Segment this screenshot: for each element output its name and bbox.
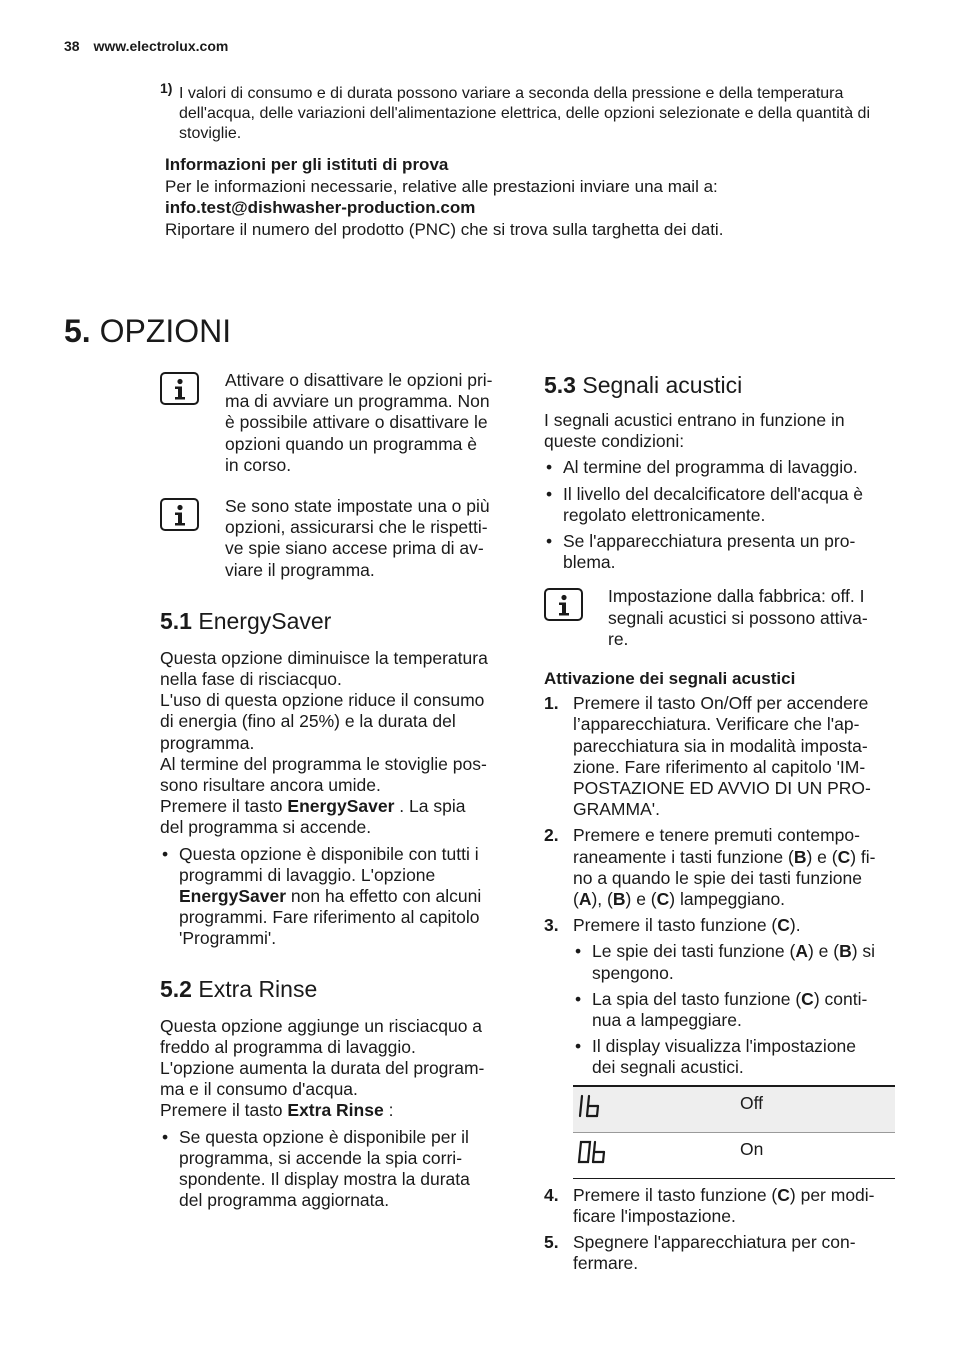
step-number: 2. (544, 825, 559, 846)
step-number: 3. (544, 915, 559, 936)
info-icon (544, 586, 584, 622)
step-text: La spia del tasto funzione ( (592, 988, 802, 1009)
step-text: Le spie dei tasti funzione ( (592, 941, 796, 962)
step-5 (544, 1232, 900, 1274)
list-item: • Se questa opzione è disponibile per il programma, si accende la spia corri- spondente. Il display mostra la durata del programma aggiornata. (160, 1127, 516, 1212)
activation-title: Attivazione dei segnali acustici (544, 669, 796, 689)
key-a: A (795, 941, 808, 962)
press-text-end: . La spia (394, 796, 466, 817)
step-text: Premere il tasto funzione ( (573, 915, 778, 936)
extra-rinse-description: Questa opzione aggiunge un risciacquo a freddo al programma di lavaggio. L'opzione aumenta la durata del program- ma e il consumo d'acqua. (160, 1015, 485, 1100)
step-number: 1. (544, 693, 559, 714)
extra-rinse-bullets (160, 1127, 516, 1212)
subsection-number: 5.1 (160, 607, 192, 634)
section-number: 5. (64, 313, 91, 349)
extra-rinse-press (160, 1100, 516, 1121)
subsection-5-1-heading (160, 607, 516, 635)
step-text: ) conti- nua a lampeggiare. (592, 988, 868, 1031)
display-code-cell (573, 1086, 739, 1133)
step-text: Premere e tenere premuti contempo- raneamente i tasti funzione ( (573, 825, 860, 867)
test-info-email[interactable]: info.test@dishwasher-production.com (165, 198, 476, 217)
step-3-substeps (573, 941, 900, 1078)
site-url[interactable]: www.electrolux.com (93, 38, 229, 54)
step-text: Premere il tasto On/Off per accendere l’apparecchiatura. Verificare che l'ap- parecchiatura sia in modalità imposta- zione. Fare riferimento al capitolo 'IM- POSTAZIONE ED AVVIO DI UN PRO- GRAMMA'. (573, 693, 871, 820)
test-info (165, 154, 925, 240)
display-settings-table (573, 1085, 895, 1179)
list-item: • Al termine del programma di lavaggio. (544, 457, 900, 478)
acoustic-conditions (544, 457, 900, 573)
key-c: C (777, 915, 790, 936)
info-note-2-text: Se sono state impostate una o più opzioni, assicurarsi che le rispetti- ve spie siano accese prima di av- viare il programma. (225, 496, 490, 580)
footnote-text: I valori di consumo e di durata possono variare a seconda della pressione e della temperatura dell'acqua, delle variazioni dell'alimentazione elettrica, delle opzioni selezionate e della quantità di stoviglie. (179, 85, 870, 142)
page-number: 38 (64, 38, 80, 54)
step-number: 4. (544, 1184, 559, 1205)
info-note-1-text: Attivare o disattivare le opzioni pri- ma di avviare un programma. Non è possibile attivare o disattivare le opzioni quando un programma è in corso. (225, 370, 493, 475)
step-4 (544, 1185, 900, 1227)
key-c: C (801, 988, 814, 1009)
key-c: C (837, 846, 851, 867)
left-column (160, 370, 516, 1212)
footnote-marker: 1) (160, 80, 173, 96)
step-number: 5. (544, 1232, 559, 1253)
step-3 (544, 915, 900, 1178)
step-text: ) e ( (806, 846, 838, 867)
right-column (544, 371, 900, 1275)
key-b: B (612, 889, 626, 910)
table-row (573, 1132, 895, 1178)
press-text: Premere il tasto (160, 796, 288, 817)
press-text-end: : (383, 1100, 394, 1121)
test-info-title: Informazioni per gli istituti di prova (165, 155, 449, 174)
key-b: B (839, 941, 852, 962)
display-value-cell: On (739, 1132, 895, 1178)
step-text: ) fi- no a quando le spie dei tasti funzione ( (573, 846, 876, 910)
energysaver-key: EnergySaver (179, 886, 287, 907)
step-1 (544, 693, 900, 820)
bullet-text: Questa opzione è disponibile con tutti i programmi di lavaggio. L'opzione (179, 843, 479, 885)
key-b: B (793, 846, 807, 867)
page-header (64, 38, 228, 54)
subsection-title: Extra Rinse (198, 975, 318, 1002)
key-c: C (777, 1184, 790, 1205)
list-item: • Il livello del decalcificatore dell'acqua è regolato elettronicamente. (544, 484, 900, 526)
step-text: ), ( (591, 889, 613, 910)
list-item (573, 941, 900, 983)
energysaver-press (160, 796, 516, 817)
list-item (160, 844, 516, 950)
subsection-5-2-heading (160, 975, 516, 1003)
step-text: ) lampeggiano. (669, 889, 786, 910)
section-heading (64, 311, 231, 351)
section-title: OPZIONI (99, 313, 232, 349)
key-c: C (656, 889, 670, 910)
info-icon (160, 370, 200, 406)
test-info-line2: Riportare il numero del prodotto (PNC) che si trova sulla targhetta dei dati. (165, 219, 724, 239)
subsection-title: EnergySaver (198, 607, 332, 634)
subsection-number: 5.2 (160, 975, 192, 1002)
step-text: ) si spengono. (592, 941, 876, 983)
subsection-5-3-heading (544, 371, 900, 399)
list-item: • Se l'apparecchiatura presenta un pro- blema. (544, 531, 900, 573)
step-text: ) e ( (625, 889, 657, 910)
extra-rinse-key: Extra Rinse (287, 1100, 384, 1121)
energysaver-description: Questa opzione diminuisce la temperatura nella fase di risciacquo. L'uso di questa opzione riduce il consumo di energia (fino al 25%) e la durata del programma. Al termine del programma le stoviglie pos- sono risultare ancora umide. (160, 647, 488, 796)
energysaver-key: EnergySaver (287, 796, 395, 817)
list-item: • Il display visualizza l'impostazione dei segnali acustici. (573, 1036, 900, 1078)
subsection-title: Segnali acustici (582, 372, 743, 398)
display-code-cell (573, 1132, 739, 1178)
bullet-text: non ha effetto con alcuni programmi. Fare riferimento al capitolo 'Programmi'. (179, 886, 482, 949)
energysaver-press-line2: del programma si accende. (160, 817, 372, 838)
step-text: ) e ( (807, 941, 840, 962)
info-note-3 (544, 586, 900, 650)
acoustic-intro: I segnali acustici entrano in funzione in queste condizioni: (544, 410, 845, 452)
step-text: Spegnere l'apparecchiatura per con- fermare. (573, 1232, 856, 1274)
list-item (573, 989, 900, 1031)
step-text: ). (789, 915, 801, 936)
info-note-1 (160, 370, 516, 476)
info-note-2 (160, 496, 516, 581)
info-note-3-text: Impostazione dalla fabbrica: off. I segnali acustici si possono attiva- re. (608, 586, 868, 649)
step-text: Premere il tasto funzione ( (573, 1184, 778, 1205)
display-value-cell: Off (739, 1086, 895, 1133)
step-text: ) per modi- ficare l'impostazione. (573, 1184, 875, 1226)
info-icon (160, 496, 200, 532)
seven-segment-display-1b (576, 1093, 606, 1119)
step-2 (544, 825, 900, 910)
seven-segment-display-0b (576, 1139, 610, 1165)
key-a: A (578, 889, 592, 910)
energysaver-bullets (160, 844, 516, 950)
press-text: Premere il tasto (160, 1100, 288, 1121)
activation-steps (544, 693, 900, 1274)
test-info-line1: Per le informazioni necessarie, relative alle prestazioni inviare una mail a: (165, 176, 718, 196)
table-row (573, 1086, 895, 1133)
subsection-number: 5.3 (544, 372, 576, 398)
